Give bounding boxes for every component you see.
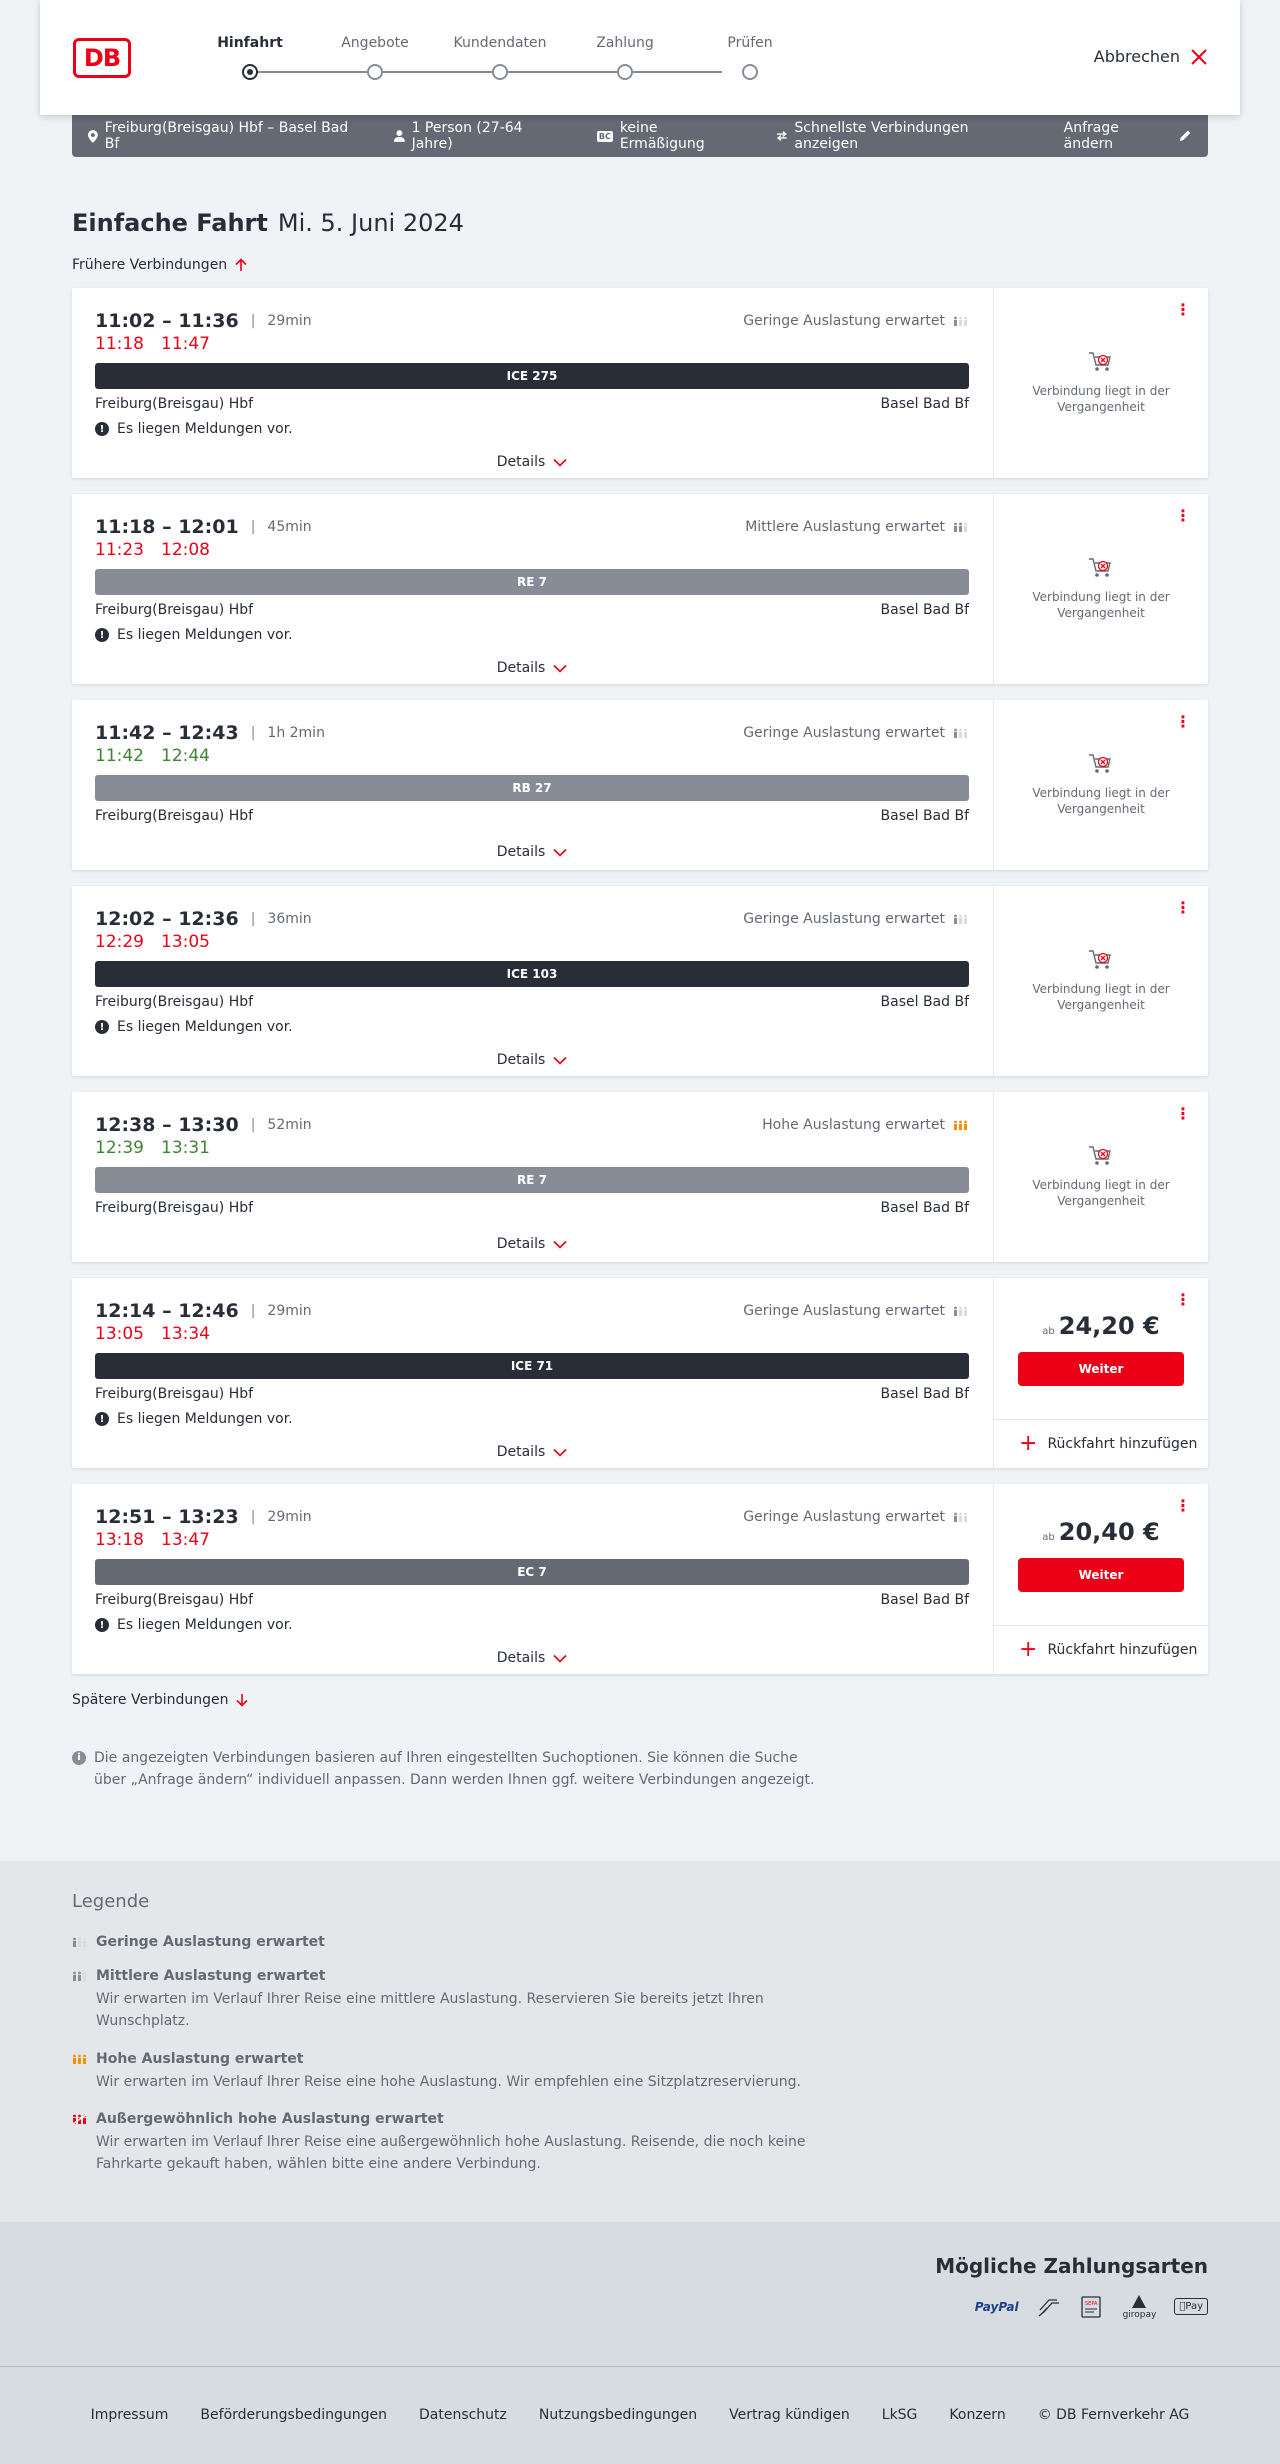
more-options-icon[interactable]: ⋮	[1175, 1290, 1191, 1309]
realtime-arrival: 13:31	[161, 1138, 210, 1158]
low-load-icon	[953, 726, 969, 740]
progress-steps	[180, 35, 780, 85]
load-label: Geringe Auslastung erwartet	[743, 1303, 945, 1319]
step-dot	[492, 64, 508, 80]
legend-item-head	[72, 1968, 1208, 1984]
details-label: Details	[496, 1052, 546, 1068]
details-toggle[interactable]	[95, 1444, 969, 1460]
realtime-row	[95, 334, 969, 356]
separator: |	[250, 725, 256, 741]
plus-icon: +	[1019, 1637, 1038, 1662]
notice-text: Es liegen Meldungen vor.	[117, 1617, 293, 1633]
realtime-departure: 11:42	[95, 746, 144, 766]
high-load-icon	[953, 1118, 969, 1132]
connection-details	[72, 700, 994, 870]
cancel-label: Abbrechen	[1093, 47, 1180, 66]
more-options-icon[interactable]: ⋮	[1175, 1104, 1191, 1123]
details-toggle[interactable]	[95, 1052, 969, 1068]
origin-station: Freiburg(Breisgau) Hbf	[95, 808, 254, 824]
step-label: Zahlung	[596, 35, 654, 51]
payment-methods	[975, 2294, 1208, 2320]
legend-item-head	[72, 2051, 1208, 2067]
connection-time-row	[95, 514, 969, 540]
offer-panel	[994, 1278, 1208, 1468]
more-options-icon[interactable]: ⋮	[1175, 712, 1191, 731]
alert-icon: !	[95, 422, 109, 436]
connection-card	[72, 494, 1208, 684]
step-hinfahrt	[180, 35, 320, 80]
step-label: Kundendaten	[453, 35, 547, 51]
details-toggle[interactable]	[95, 454, 969, 470]
sepa-text: SEPA	[1084, 2300, 1098, 2307]
more-options-icon[interactable]: ⋮	[1175, 300, 1191, 319]
past-connection-text: Verbindung liegt in der Vergangenheit	[1032, 786, 1170, 816]
fastest-text: Schnellste Verbindungen anzeigen	[794, 120, 969, 152]
destination-station: Basel Bad Bf	[880, 1386, 969, 1402]
arrow-up-icon	[235, 258, 247, 272]
details-toggle[interactable]	[95, 844, 969, 860]
scheduled-times: 11:18 – 12:01	[95, 516, 239, 538]
train-bar[interactable]: EC 7	[95, 1559, 969, 1585]
arrow-down-icon	[236, 1693, 248, 1707]
cart-unavailable-icon	[1088, 948, 1114, 972]
connection-card	[72, 1484, 1208, 1674]
realtime-row	[95, 1324, 969, 1346]
train-bar[interactable]: ICE 103	[95, 961, 969, 987]
connection-time-row	[95, 1298, 969, 1324]
destination-station: Basel Bad Bf	[880, 1200, 969, 1216]
footer	[0, 2366, 1280, 2464]
connection-time-row	[95, 1504, 969, 1530]
duration: 36min	[267, 911, 312, 927]
discount-text: keine Ermäßigung	[619, 120, 705, 152]
train-bar[interactable]: RB 27	[95, 775, 969, 801]
search-summary	[72, 115, 1208, 157]
realtime-row	[95, 932, 969, 954]
legend-item-label: Geringe Auslastung erwartet	[96, 1934, 325, 1951]
close-icon	[1190, 48, 1208, 66]
separator: |	[250, 1117, 256, 1133]
load-label: Hohe Auslastung erwartet	[762, 1117, 945, 1133]
chevron-down-icon	[553, 1654, 567, 1663]
details-toggle[interactable]	[95, 1650, 969, 1666]
legend-item-label: Mittlere Auslastung erwartet	[96, 1968, 326, 1985]
medium-load-icon	[72, 1969, 88, 1983]
destination-station: Basel Bad Bf	[880, 1592, 969, 1608]
notice-message	[95, 1018, 969, 1036]
applepay-icon	[1174, 2298, 1208, 2315]
chevron-down-icon	[553, 1056, 567, 1065]
realtime-departure: 12:39	[95, 1138, 144, 1158]
connection-details	[72, 1092, 994, 1262]
connection-details	[72, 1278, 994, 1468]
origin-station: Freiburg(Breisgau) Hbf	[95, 1592, 254, 1608]
realtime-arrival: 13:34	[161, 1324, 210, 1344]
summary-discount	[597, 120, 744, 152]
details-label: Details	[496, 454, 546, 470]
realtime-arrival: 13:05	[161, 932, 210, 952]
step-pruefen	[680, 35, 820, 80]
load-indicator	[743, 911, 969, 927]
offer-panel	[994, 886, 1208, 1076]
giropay-text: giropay	[1122, 2309, 1157, 2320]
summary-route	[88, 120, 362, 152]
scheduled-times: 11:02 – 11:36	[95, 310, 239, 332]
giropay-icon	[1123, 2294, 1157, 2320]
realtime-arrival: 13:47	[161, 1530, 210, 1550]
offer-panel	[994, 1092, 1208, 1262]
header	[40, 0, 1240, 115]
step-dot	[367, 64, 383, 80]
person-icon	[394, 130, 405, 142]
realtime-departure: 11:18	[95, 334, 144, 354]
load-indicator	[743, 1509, 969, 1525]
chevron-down-icon	[553, 664, 567, 673]
origin-station: Freiburg(Breisgau) Hbf	[95, 1386, 254, 1402]
later-connections-label: Spätere Verbindungen	[72, 1692, 229, 1708]
cancel-button[interactable]	[1094, 47, 1208, 66]
legend-item-label: Hohe Auslastung erwartet	[96, 2050, 304, 2067]
scheduled-times: 12:14 – 12:46	[95, 1300, 239, 1322]
legend-item-description: Wir erwarten im Verlauf Ihrer Reise eine hohe Auslastung. Wir empfehlen eine Sitzplatzreservierung.	[96, 2073, 801, 2090]
offer-panel	[994, 494, 1208, 684]
location-pin-icon	[88, 130, 98, 143]
cart-unavailable-icon	[1088, 1144, 1114, 1168]
step-label: Hinfahrt	[217, 35, 283, 51]
footer-link[interactable]: Beförderungsbedingungen	[200, 2407, 387, 2424]
earlier-connections-link[interactable]	[72, 257, 1208, 273]
realtime-departure: 12:29	[95, 932, 144, 952]
duration: 29min	[267, 313, 312, 329]
low-load-icon	[953, 1304, 969, 1318]
more-options-icon[interactable]: ⋮	[1175, 506, 1191, 525]
alert-icon: !	[95, 1412, 109, 1426]
offer-panel	[994, 700, 1208, 870]
details-label: Details	[496, 1236, 546, 1252]
alert-icon: !	[95, 628, 109, 642]
edit-request-label: Anfrage ändern	[1063, 120, 1119, 152]
notice-message	[95, 420, 969, 438]
payment-section	[0, 2222, 1280, 2366]
realtime-arrival: 11:47	[161, 334, 210, 354]
notice-text: Es liegen Meldungen vor.	[117, 1411, 293, 1427]
load-label: Geringe Auslastung erwartet	[743, 725, 945, 741]
load-indicator	[762, 1117, 969, 1133]
separator: |	[250, 519, 256, 535]
legend	[72, 1891, 1208, 2175]
details-toggle[interactable]	[95, 1236, 969, 1252]
footer-link[interactable]: Impressum	[90, 2407, 169, 2424]
sepa-icon	[1079, 2295, 1105, 2319]
step-dot-active	[242, 64, 258, 80]
scheduled-times: 11:42 – 12:43	[95, 722, 239, 744]
step-dot	[742, 64, 758, 80]
offer-panel	[994, 288, 1208, 478]
past-connection-text: Verbindung liegt in der Vergangenheit	[1032, 1178, 1170, 1208]
paypal-icon: PayPal	[974, 2299, 1019, 2314]
alert-icon: !	[95, 1618, 109, 1632]
notice-message	[95, 1616, 969, 1634]
legend-item-label: Außergewöhnlich hohe Auslastung erwartet	[96, 2111, 444, 2128]
realtime-arrival: 12:44	[161, 746, 210, 766]
destination-station: Basel Bad Bf	[880, 808, 969, 824]
low-load-icon	[72, 1935, 88, 1949]
past-connection-text: Verbindung liegt in der Vergangenheit	[1032, 384, 1170, 414]
footer-link[interactable]: Nutzungsbedingungen	[538, 2407, 698, 2424]
cart-unavailable-icon	[1088, 752, 1114, 776]
train-bar[interactable]: RE 7	[95, 1167, 969, 1193]
realtime-row	[95, 746, 969, 768]
train-bar[interactable]: RE 7	[95, 569, 969, 595]
connection-time-row	[95, 308, 969, 334]
connection-list	[72, 288, 1208, 1674]
price-prefix: ab	[1042, 1531, 1055, 1543]
footer-link[interactable]: Datenschutz	[418, 2407, 507, 2424]
scheduled-times: 12:02 – 12:36	[95, 908, 239, 930]
legend-item	[72, 1968, 1208, 2032]
connection-details	[72, 1484, 994, 1674]
stations-row	[95, 396, 969, 414]
realtime-row	[95, 1138, 969, 1160]
load-indicator	[743, 1303, 969, 1319]
details-label: Details	[496, 844, 546, 860]
separator: |	[250, 911, 256, 927]
realtime-row	[95, 1530, 969, 1552]
scheduled-times: 12:51 – 13:23	[95, 1506, 239, 1528]
duration: 29min	[267, 1303, 312, 1319]
step-angebote	[305, 35, 445, 80]
stations-row	[95, 602, 969, 620]
past-connection-text: Verbindung liegt in der Vergangenheit	[1032, 982, 1170, 1012]
payment-title: Mögliche Zahlungsarten	[935, 2253, 1208, 2278]
step-kundendaten	[430, 35, 570, 80]
connection-details	[72, 288, 994, 478]
train-bar[interactable]: ICE 71	[95, 1353, 969, 1379]
add-return-trip-button[interactable]	[994, 1420, 1208, 1468]
notice-text: Es liegen Meldungen vor.	[117, 421, 293, 437]
cart-unavailable-icon	[1088, 556, 1114, 580]
connection-details	[72, 886, 994, 1076]
separator: |	[250, 313, 256, 329]
summary-passengers	[394, 120, 565, 152]
train-bar[interactable]: ICE 275	[95, 363, 969, 389]
low-load-icon	[953, 1510, 969, 1524]
route-text: Freiburg(Breisgau) Hbf – Basel Bad Bf	[104, 120, 349, 152]
add-return-trip-button[interactable]	[994, 1626, 1208, 1674]
connection-details	[72, 494, 994, 684]
load-label: Geringe Auslastung erwartet	[743, 911, 945, 927]
medium-load-icon	[953, 520, 969, 534]
realtime-departure: 13:05	[95, 1324, 144, 1344]
load-label: Geringe Auslastung erwartet	[743, 313, 945, 329]
separator: |	[250, 1303, 256, 1319]
continue-button[interactable]: Weiter	[1018, 1558, 1184, 1592]
notice-text: Es liegen Meldungen vor.	[117, 627, 293, 643]
plus-icon: +	[1019, 1431, 1038, 1456]
legend-item	[72, 2051, 1208, 2094]
destination-station: Basel Bad Bf	[880, 994, 969, 1010]
chevron-down-icon	[553, 1240, 567, 1249]
stations-row	[95, 1200, 969, 1218]
info-icon: i	[72, 1751, 86, 1765]
step-label: Prüfen	[727, 35, 773, 51]
add-return-trip-label: Rückfahrt hinzufügen	[1047, 1642, 1198, 1658]
pencil-icon	[1178, 129, 1192, 143]
legend-item-description: Wir erwarten im Verlauf Ihrer Reise eine außergewöhnlich hohe Auslastung. Reisende, die noch keine Fahrkarte gekauft haben, wählen bitte eine andere Verbindung.	[96, 2134, 806, 2173]
legend-title: Legende	[72, 1891, 150, 1913]
page-title	[72, 209, 1208, 237]
connection-time-row	[95, 906, 969, 932]
travel-date: Mi. 5. Juni 2024	[277, 209, 464, 237]
step-zahlung	[555, 35, 695, 80]
add-return-trip-label: Rückfahrt hinzufügen	[1047, 1436, 1198, 1452]
duration: 1h 2min	[267, 725, 325, 741]
origin-station: Freiburg(Breisgau) Hbf	[95, 396, 254, 412]
continue-button[interactable]: Weiter	[1018, 1352, 1184, 1386]
load-indicator	[743, 313, 969, 329]
price-value: 24,20 €	[1058, 1311, 1160, 1340]
connection-card	[72, 288, 1208, 478]
trip-type: Einfache Fahrt	[72, 209, 268, 237]
destination-station: Basel Bad Bf	[880, 396, 969, 412]
swap-arrows-icon	[776, 131, 788, 141]
legend-item-head	[72, 1934, 1208, 1950]
very-high-load-icon	[72, 2112, 88, 2126]
high-load-icon	[72, 2052, 88, 2066]
realtime-arrival: 12:08	[161, 540, 210, 560]
stations-row	[95, 994, 969, 1012]
more-options-icon[interactable]: ⋮	[1175, 898, 1191, 917]
applepay-text: Pay	[1185, 2301, 1203, 2313]
details-toggle[interactable]	[95, 660, 969, 676]
footer-link: © DB Fernverkehr AG	[1037, 2407, 1190, 2424]
legend-section	[0, 1861, 1280, 2221]
credit-card-icon	[1037, 2296, 1061, 2318]
summary-fastest	[776, 120, 1032, 152]
footer-link[interactable]: Vertrag kündigen	[729, 2407, 850, 2424]
main-content	[72, 209, 1208, 1791]
connection-card	[72, 1092, 1208, 1262]
chevron-down-icon	[553, 848, 567, 857]
price-value: 20,40 €	[1058, 1517, 1160, 1546]
details-label: Details	[496, 660, 546, 676]
low-load-icon	[953, 912, 969, 926]
connection-time-row	[95, 720, 969, 746]
realtime-row	[95, 540, 969, 562]
bahncard-icon: BC	[598, 131, 611, 141]
price	[1042, 1518, 1159, 1546]
step-label: Angebote	[341, 35, 409, 51]
origin-station: Freiburg(Breisgau) Hbf	[95, 1200, 254, 1216]
stations-row	[95, 808, 969, 826]
legend-item-description: Wir erwarten im Verlauf Ihrer Reise eine mittlere Auslastung. Reservieren Sie bereits jetzt Ihren Wunschplatz.	[96, 1991, 764, 2030]
destination-station: Basel Bad Bf	[880, 602, 969, 618]
separator: |	[250, 1509, 256, 1525]
past-connection-text: Verbindung liegt in der Vergangenheit	[1032, 590, 1170, 620]
chevron-down-icon	[553, 1448, 567, 1457]
origin-station: Freiburg(Breisgau) Hbf	[95, 602, 254, 618]
chevron-down-icon	[553, 458, 567, 467]
realtime-departure: 13:18	[95, 1530, 144, 1550]
origin-station: Freiburg(Breisgau) Hbf	[95, 994, 254, 1010]
load-label: Mittlere Auslastung erwartet	[745, 519, 945, 535]
info-note-text: Die angezeigten Verbindungen basieren auf Ihren eingestellten Suchoptionen. Sie können die Suche über „Anfrage ändern“ individuell anpassen. Dann werden Ihnen ggf. weitere Verbindungen angezeigt.	[94, 1750, 815, 1788]
notice-text: Es liegen Meldungen vor.	[117, 1019, 293, 1035]
load-indicator	[743, 725, 969, 741]
info-note	[72, 1748, 832, 1791]
details-label: Details	[496, 1444, 546, 1460]
notice-message	[95, 626, 969, 644]
earlier-connections-label: Frühere Verbindungen	[72, 257, 228, 273]
price	[1042, 1312, 1159, 1340]
connection-time-row	[95, 1112, 969, 1138]
details-label: Details	[496, 1650, 546, 1666]
stations-row	[95, 1386, 969, 1404]
legend-item	[72, 2111, 1208, 2175]
duration: 45min	[267, 519, 312, 535]
duration: 29min	[267, 1509, 312, 1525]
later-connections-link[interactable]	[72, 1692, 1208, 1708]
connection-card	[72, 700, 1208, 870]
low-load-icon	[953, 314, 969, 328]
footer-link[interactable]: Konzern	[949, 2407, 1006, 2424]
duration: 52min	[267, 1117, 312, 1133]
notice-message	[95, 1410, 969, 1428]
connection-card	[72, 1278, 1208, 1468]
connection-card	[72, 886, 1208, 1076]
db-logo[interactable]: DB	[73, 38, 131, 78]
footer-link[interactable]: LkSG	[881, 2407, 918, 2424]
load-label: Geringe Auslastung erwartet	[743, 1509, 945, 1525]
legend-item	[72, 1934, 1208, 1950]
step-dot	[617, 64, 633, 80]
price-prefix: ab	[1042, 1325, 1055, 1337]
legend-item-head	[72, 2111, 1208, 2127]
load-indicator	[745, 519, 969, 535]
more-options-icon[interactable]: ⋮	[1175, 1496, 1191, 1515]
cart-unavailable-icon	[1088, 350, 1114, 374]
offer-panel	[994, 1484, 1208, 1674]
alert-icon: !	[95, 1020, 109, 1034]
passengers-text: 1 Person (27-64 Jahre)	[411, 120, 523, 152]
realtime-departure: 11:23	[95, 540, 144, 560]
edit-request-button[interactable]	[1064, 120, 1192, 152]
stations-row	[95, 1592, 969, 1610]
scheduled-times: 12:38 – 13:30	[95, 1114, 239, 1136]
